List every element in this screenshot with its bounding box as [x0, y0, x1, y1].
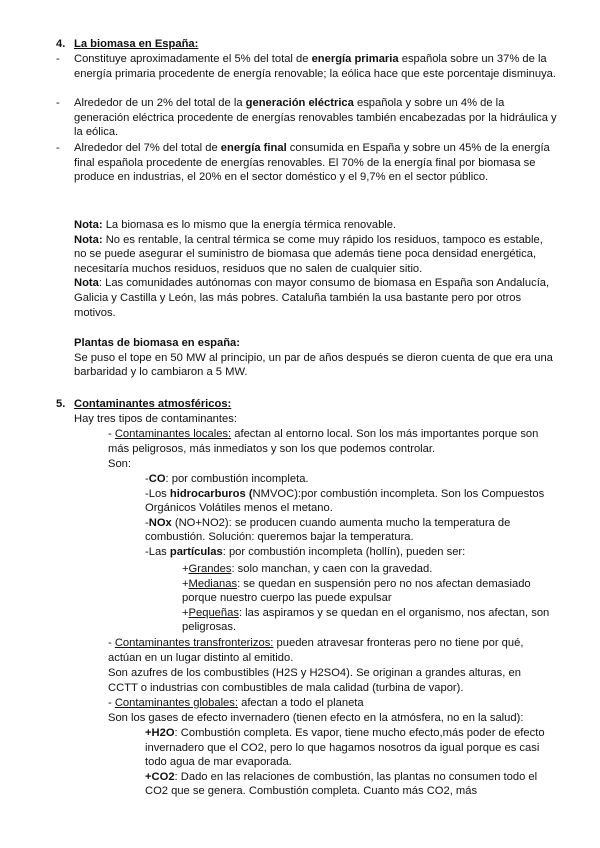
contaminantes-transfronterizos-label: Contaminantes transfronterizos: [114, 637, 274, 649]
bullet-dash: - [56, 97, 60, 109]
particle-grandes: +Grandes: solo manchan, y caen con la gravedad. [182, 563, 433, 575]
particle-pequenas: +Pequeñas: las aspiramos y se quedan en el organismo, nos afectan, son peligrosas. [182, 606, 550, 634]
particle-medianas: +Medianas: se quedan en suspensión pero no nos afectan demasiado porque nuestro cuerpo las puede expulsar [182, 577, 531, 605]
bullet-generacion-electrica [56, 96, 556, 140]
son-label: Son: [108, 458, 132, 470]
bullet-energia-final [56, 141, 556, 201]
section-5-heading [56, 397, 231, 412]
contaminantes-locales-label: Contaminantes locales: [114, 428, 232, 440]
particle-sizes [182, 562, 558, 635]
item-co: -CO: por combustión incompleta. [145, 473, 309, 485]
bullet-dash: - [56, 53, 60, 65]
bullet-text: Alrededor del 7% del total de energía final consumida en España y sobre un 45% de la energía final española procedente de energías renovables. El 70% de la energía final por biomasa se produce en industrias, el 20% en el sector doméstico y el 9,7% en el sector público. [74, 142, 550, 184]
bullet-dash: - [56, 142, 60, 154]
section-5-number: 5. [56, 398, 66, 410]
bullet-text: Constituye aproximadamente el 5% del total de energía primaria española sobre un 37% de la energía primaria procedente de energía renovable; la eólica hace que este porcentaje disminuya. [74, 53, 556, 80]
local-items [145, 472, 555, 560]
notes-block [74, 218, 550, 320]
transfronterizos-extra: Son azufres de los combustibles (H2S y H2SO4). Se originan a grandes alturas, en CCTT o industrias con combustibles de mala calidad (turbina de vapor). [108, 667, 521, 694]
plantas-text: Se puso el tope en 50 MW al principio, un par de años después se dieron cuenta de que era una barbaridad y lo cambiaron a 5 MW. [74, 351, 553, 379]
contaminantes-globales: - Contaminantes globales: afectan a todo el planeta [108, 697, 364, 709]
note-3: Nota: Las comunidades autónomas con mayor consumo de biomasa en España son Andalucía, Galicia y Castilla y León, las más pobres. Cataluña también la usa bastante pero por otros motivos. [74, 277, 550, 319]
section-5-title: Contaminantes atmosféricos: [74, 398, 232, 410]
contaminantes-locales: - Contaminantes locales: afectan al entorno local. Son los más importantes porque son más peligrosos, más inmediatos y son los que podemos controlar. [108, 428, 539, 455]
contaminantes-transfronterizos: - Contaminantes transfronterizos: pueden atravesar fronteras pero no tiene por qué, actúan en un lugar distinto al emitido. [108, 637, 524, 664]
item-h2o: +H2O: Combustión completa. Es vapor, tiene mucho efecto,más poder de efecto invernadero que el CO2, pero lo que hagamos nosotros da igual porque es casi todo agua de mar evaporada. [145, 727, 545, 769]
item-particulas: -Las partículas: por combustión incompleta (hollín), pueden ser: [145, 545, 466, 558]
note-1: Nota: La biomasa es lo mismo que la energía térmica renovable. [74, 219, 397, 231]
bullet-text: Alrededor de un 2% del total de la generación eléctrica española y sobre un 4% de la generación eléctrica procedente de energías renovables también encabezadas por la hidráulica y la eólica. [74, 97, 557, 139]
bullet-energia-primaria [56, 52, 556, 96]
item-hidrocarburos: -Los hidrocarburos (NMVOC):por combustión incompleta. Son los Compuestos Orgánicos Volátiles menos el metano. [145, 487, 545, 515]
note-2: Nota: No es rentable, la central térmica se come muy rápido los residuos, tampoco es estable, no se puede asegurar el suministro de biomasa que además tiene poca densidad energética, necesitaría muchos residuos, residuos que no salen de cualquier sitio. [74, 233, 543, 275]
section-4-heading [56, 37, 198, 52]
section-4-title: La biomasa en España: [74, 38, 199, 50]
item-co2: +CO2: Dado en las relaciones de combustión, las plantas no consumen todo el CO2 que se genera. Combustión completa. Cuanto más CO2, más [145, 770, 538, 798]
contaminantes-globales-label: Contaminantes globales: [114, 697, 238, 709]
section-4-number: 4. [56, 38, 66, 50]
plantas-block [74, 336, 554, 380]
globales-items [145, 726, 559, 799]
section-5-intro: Hay tres tipos de contaminantes: [74, 413, 237, 425]
item-nox: -NOx (NO+NO2): se producen cuando aumenta mucho la temperatura de combustión. Solución: queremos bajar la temperatura. [145, 516, 511, 544]
globales-extra: Son los gases de efecto invernadero (tienen efecto en la atmósfera, no en la salud): [108, 712, 524, 724]
plantas-title: Plantas de biomasa en españa: [74, 337, 241, 349]
